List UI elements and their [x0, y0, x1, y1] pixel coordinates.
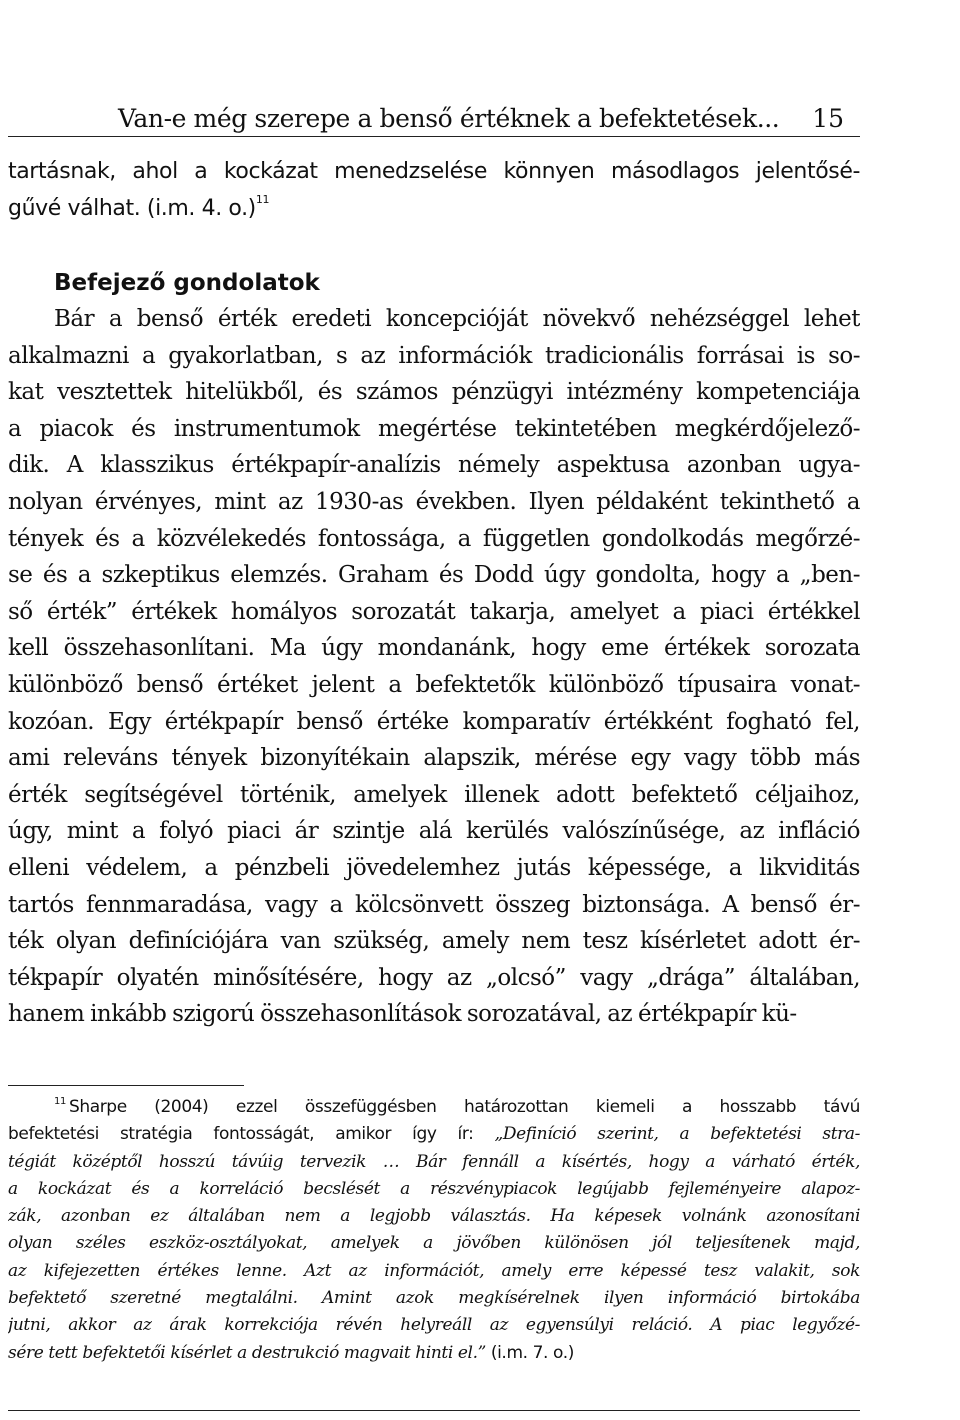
footnote-number: 11 [54, 1096, 66, 1107]
text-line-content: gűvé válhat. (i.m. 4. o.) [8, 195, 256, 221]
intro-paragraph [8, 154, 860, 227]
text-line: különböző benső értéket jelent a befektetők különböző típusaira vonat- [8, 671, 860, 698]
footnote-line [8, 1312, 860, 1339]
body-paragraph [8, 301, 860, 1033]
text-line: tények és a közvélekedés fontossága, a független gondolkodás megőrzé- [8, 525, 860, 552]
footnote-line [8, 1121, 860, 1148]
text-line: se és a szkeptikus elemzés. Graham és Dodd úgy gondolta, hogy a „ben- [8, 562, 860, 589]
header-title: Van-e még szerepe a benső értéknek a befektetések... [118, 104, 780, 133]
footnote [8, 1094, 860, 1367]
text-line: tékpapír olyatén minősítésére, hogy az „olcsó” vagy „drága” általában, [8, 964, 860, 991]
footnote-quote-text: befektető szeretné megtalálni. Amint azok megkísérelnek ilyen információ birtokába [8, 1288, 860, 1309]
bottom-rule [8, 1410, 860, 1411]
page-number: 15 [812, 104, 844, 133]
footnote-text: (i.m. 7. o.) [485, 1342, 574, 1363]
text-line: tartós fennmaradása, vagy a kölcsönvett összeg biztonsága. A benső ér- [8, 891, 860, 918]
text-line: ték olyan definíciójára van szükség, amely nem tesz kísérletet adott ér- [8, 928, 860, 955]
footnote-line [8, 1340, 860, 1367]
footnote-separator [8, 1085, 244, 1086]
footnote-line [8, 1149, 860, 1176]
footnote-quote-text: sére tett befektetői kísérlet a destrukció magvait hinti el.” [8, 1342, 486, 1363]
text-line: hanem inkább szigorú összehasonlítások sorozatával, az értékpapír kü- [8, 1001, 797, 1028]
text-line: kell összehasonlítani. Ma úgy mondanánk, hogy eme értékek sorozata [8, 635, 860, 662]
footnote-quote-text: olyan széles eszköz-osztályokat, amelyek a jövőben különösen jól teljesítenek majd, [8, 1233, 860, 1254]
text-line: tartásnak, ahol a kockázat menedzselése könnyen másodlagos jelentősé- [8, 159, 860, 184]
text-line: ső érték” értékek homályos sorozatát takarja, amelyet a piaci értékkel [8, 598, 860, 625]
text-line [8, 191, 860, 228]
text-line: dik. A klasszikus értékpapír-analízis némely aspektusa azonban ugya- [8, 452, 860, 479]
section-heading: Befejező gondolatok [54, 270, 320, 296]
text-line: Bár a benső érték eredeti koncepcióját növekvő nehézséggel lehet [54, 306, 860, 332]
footnote-line [8, 1203, 860, 1230]
text-line: nolyan érvényes, mint az 1930-as években. Ilyen példaként tekinthető a [8, 488, 860, 515]
footnote-quote-text: a kockázat és a korreláció becslését a részvénypiacok legújabb fejleményeire alapoz- [8, 1178, 860, 1199]
text-line: úgy, mint a folyó piaci ár szintje alá kerülés valószínűsége, az infláció [8, 818, 860, 845]
footnote-line [8, 1258, 860, 1285]
text-line: alkalmazni a gyakorlatban, s az információk tradicionális forrásai is so- [8, 342, 860, 369]
text-line: érték segítségével történik, amelyek illenek adott befektető céljaihoz, [8, 781, 860, 808]
footnote-text: Sharpe (2004) ezzel összefüggésben határozottan kiemeli a hosszabb távú [68, 1097, 860, 1117]
footnote-quote-text: jutni, akkor az árak korrekciója révén helyreáll az egyensúlyi reláció. A piac legyőzé- [8, 1315, 860, 1336]
running-header [8, 100, 860, 137]
footnote-reference: 11 [255, 192, 270, 206]
footnote-quote-text: tégiát középtől hosszú távúig tervezik … Bár fennáll a kísértés, hogy a várható érték, [8, 1151, 860, 1172]
text-line: ami releváns tények bizonyítékain alapszik, mérése egy vagy több más [8, 745, 860, 772]
footnote-quote-text: zák, azonban ez általában nem a legjobb választás. Ha képesek volnánk azonosítani [8, 1206, 860, 1227]
footnote-line [8, 1285, 860, 1312]
text-line: a piacok és instrumentumok megértése tekintetében megkérdőjelező- [8, 415, 860, 442]
footnote-quote-text: „Definíció szerint, a befektetési stra- [494, 1124, 860, 1145]
text-line: kat vesztettek hitelükből, és számos pénzügyi intézmény kompetenciája [8, 379, 860, 406]
footnote-line [8, 1230, 860, 1257]
footnote-line [8, 1094, 860, 1121]
text-line: elleni védelem, a pénzbeli jövedelemhez jutás képessége, a likviditás [8, 854, 860, 881]
footnote-line [8, 1176, 860, 1203]
footnote-quote-text: az kifejezetten értékes lenne. Azt az információt, amely erre képessé tesz valakit, sok [8, 1260, 860, 1281]
text-line: kozóan. Egy értékpapír benső értéke komparatív értékként fogható fel, [8, 708, 860, 735]
footnote-text: befektetési stratégia fontosságát, amikor így ír: [8, 1124, 495, 1145]
